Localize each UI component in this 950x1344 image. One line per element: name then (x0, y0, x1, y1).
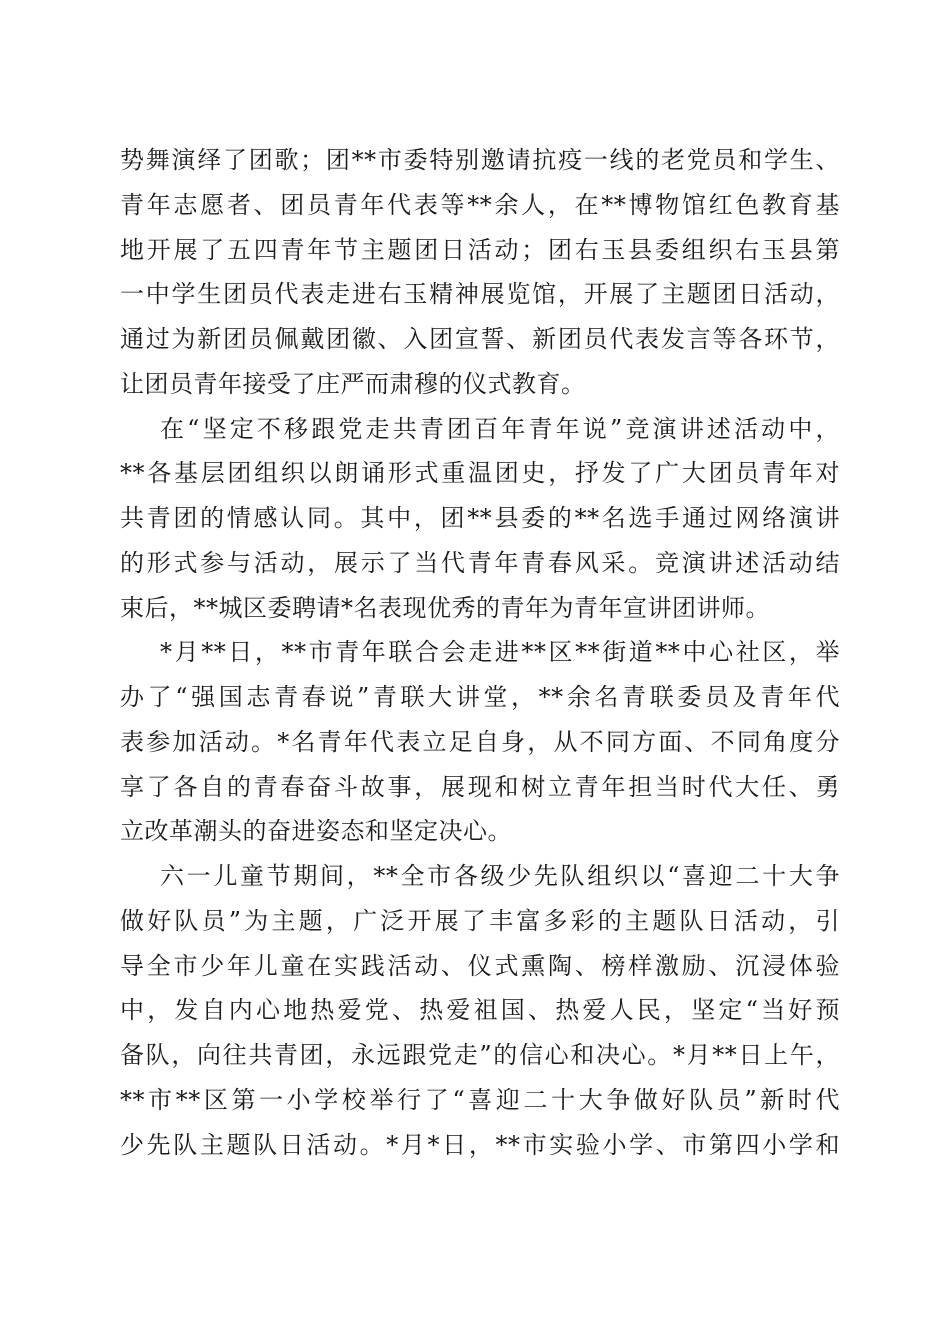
text-line: 地开展了五四青年节主题团日活动；团右玉县委组织右玉县第 (120, 235, 840, 264)
paragraph-2 (120, 407, 840, 631)
paragraph-3 (120, 630, 840, 854)
text-line: 六一儿童节期间，**全市各级少先队组织以“喜迎二十大争 (160, 862, 840, 890)
text-line: 青年志愿者、团员青年代表等**余人，在**博物馆红色教育基 (120, 190, 840, 219)
text-line: 做好队员”为主题，广泛开展了丰富多彩的主题队日活动，引 (120, 906, 840, 935)
text-line: 势舞演绎了团歌；团**市委特别邀请抗疫一线的老党员和学生、 (120, 146, 840, 174)
text-line: 享了各自的青春奋斗故事，展现和树立青年担当时代大任、勇 (120, 772, 840, 801)
text-line: 共青团的情感认同。其中，团**县委的**名选手通过网络演讲 (120, 504, 840, 532)
text-line: 让团员青年接受了庄严而肃穆的仪式教育。 (120, 369, 586, 398)
text-line: **市**区第一小学校举行了“喜迎二十大争做好队员”新时代 (120, 1085, 840, 1114)
text-line: 通过为新团员佩戴团徽、入团宣誓、新团员代表发言等各环节， (120, 325, 840, 353)
text-line: 的形式参与活动，展示了当代青年青春风采。竞演讲述活动结 (120, 548, 840, 577)
text-line: *月**日，**市青年联合会走进**区**街道**中心社区，举 (160, 638, 840, 667)
text-line: 表参加活动。*名青年代表立足自身，从不同方面、不同角度分 (120, 727, 840, 756)
text-line: **各基层团组织以朗诵形式重温团史，抒发了广大团员青年对 (120, 459, 840, 488)
text-line: 少先队主题队日活动。*月*日，**市实验小学、市第四小学和 (120, 1130, 840, 1159)
text-line: 备队，向往共青团，永远跟党走”的信心和决心。*月**日上午， (120, 1041, 840, 1069)
body-text (120, 138, 840, 1167)
paragraph-1 (120, 138, 840, 407)
text-line: 在“坚定不移跟党走共青团百年青年说”竞演讲述活动中， (160, 414, 840, 443)
text-line: 立改革潮头的奋进姿态和坚定决心。 (120, 817, 512, 846)
text-line: 办了“强国志青春说”青联大讲堂，**余名青联委员及青年代 (120, 683, 840, 711)
paragraph-4 (120, 854, 840, 1167)
text-line: 束后，**城区委聘请*名表现优秀的青年为青年宣讲团讲师。 (120, 593, 770, 622)
text-line: 一中学生团员代表走进右玉精神展览馆，开展了主题团日活动， (120, 280, 840, 309)
text-line: 导全市少年儿童在实践活动、仪式熏陶、榜样激励、沉浸体验 (120, 951, 840, 980)
text-line: 中，发自内心地热爱党、热爱祖国、热爱人民，坚定“当好预 (120, 996, 840, 1025)
